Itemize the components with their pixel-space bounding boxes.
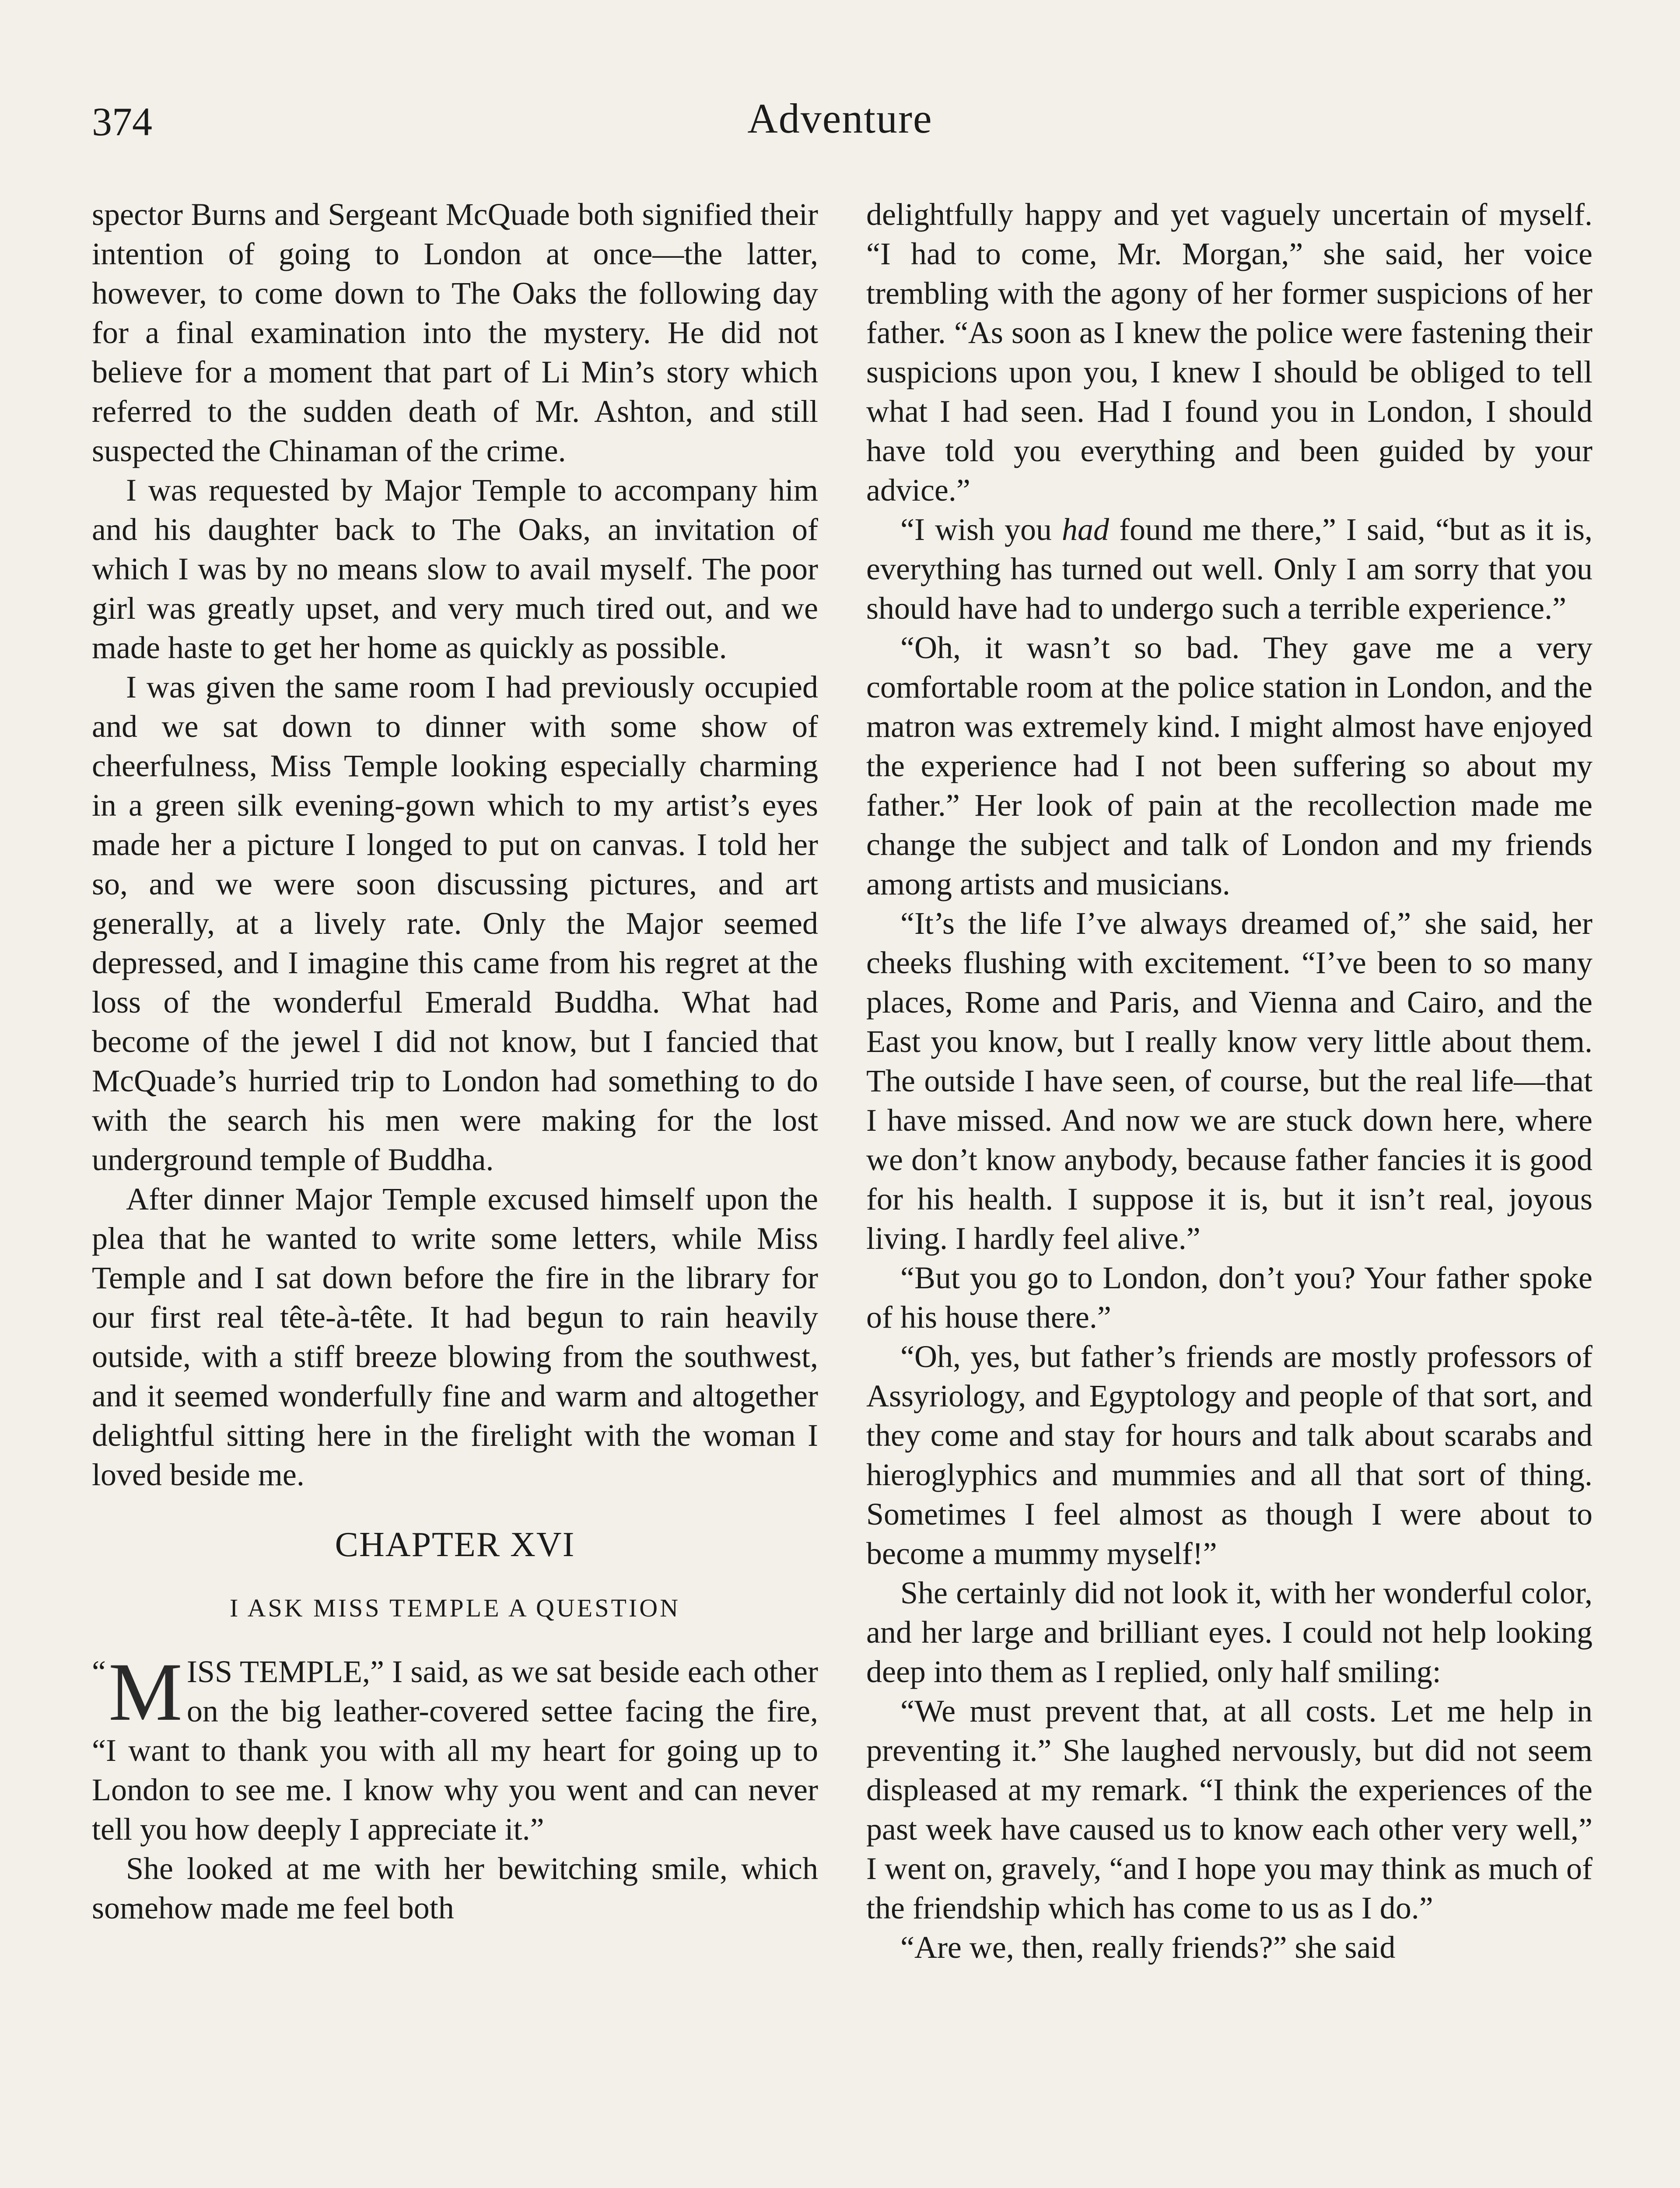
chapter-title: CHAPTER XVI: [335, 1525, 575, 1564]
paragraph-text: found me there,” I said, “but as it is, everything has turned out well. Only I am sorry that you should have had to undergo such a terrible experience.”: [866, 512, 1593, 626]
paragraph: “We must prevent that, at all costs. Let me help in preventing it.” She laughed nervously, but did not seem displeased at my remark. “I think the experiences of the past week have caused us to know each other very well,” I went on, gravely, “and I hope you may think as much of the friendship which has come to us as I do.”: [866, 1694, 1592, 1925]
dropcap-paragraph: [92, 1646, 818, 1849]
page-number: 374: [92, 99, 152, 144]
right-column: [866, 195, 1592, 1967]
dropcap-letter: M: [108, 1646, 182, 1738]
paragraph: I was given the same room I had previously occupied and we sat down to dinner with some show of cheerfulness, Miss Temple looking especially charming in a green silk evening-gown which to my artist’s eyes made her a picture I longed to put on canvas. I told her so, and we were soon discussing pictures, and art generally, at a lively rate. Only the Major seemed depressed, and I imagine this came from his regret at the loss of the wonderful Emerald Buddha. What had become of the jewel I did not know, but I fancied that McQuade’s hurried trip to London had something to do with the search his men were making for the lost underground temple of Buddha.: [92, 670, 818, 1177]
chapter-subtitle: I ASK MISS TEMPLE A QUESTION: [230, 1594, 680, 1622]
emphasized-word: had: [1062, 512, 1110, 547]
paragraph: spector Burns and Sergeant McQuade both signified their intention of going to London at once—the latter, however, to come down to The Oaks the following day for a final examination into the mystery. He did not believe for a moment that part of Li Min’s story which referred to the sudden death of Mr. Ashton, and still suspected the Chinaman of the crime.: [92, 197, 818, 468]
paragraph: “But you go to London, don’t you? Your father spoke of his house there.”: [866, 1260, 1592, 1335]
paragraph: “It’s the life I’ve always dreamed of,” she said, her cheeks flushing with excitement. “I’ve been to so many places, Rome and Paris, and Vienna and Cairo, and the East you know, but I really know very little about them. The outside I have seen, of course, but the real life—that I have missed. And now we are stuck down here, where we don’t know anybody, because father fancies it is good for his health. I suppose it is, but it isn’t real, joyous living. I hardly feel alive.”: [866, 906, 1592, 1256]
paragraph: I was requested by Major Temple to accompany him and his daughter back to The Oaks, an invitation of which I was by no means slow to avail myself. The poor girl was greatly upset, and very much tired out, and we made haste to get her home as quickly as possible.: [92, 473, 818, 665]
paragraph: delightfully happy and yet vaguely uncertain of myself. “I had to come, Mr. Morgan,” she said, her voice trembling with the agony of her former suspicions of her father. “As soon as I knew the police were fastening their suspicions upon you, I knew I should be obliged to tell what I had seen. Had I found you in London, I should have told you everything and been guided by your advice.”: [866, 197, 1592, 508]
paragraph: “Are we, then, really friends?” she said: [900, 1930, 1396, 1965]
paragraph-text: “I wish you: [900, 512, 1062, 547]
dropcap-paragraph-text: ISS TEMPLE,” I said, as we sat beside each other on the big leather-covered settee facing the fire, “I want to thank you with all my heart for going up to London to see me. I know why you went and can never tell you how deeply I appreciate it.”: [92, 1654, 818, 1847]
dropcap-open-quote: “: [92, 1654, 106, 1689]
paragraph: After dinner Major Temple excused himself upon the plea that he wanted to write some letters, while Miss Temple and I sat down before the fire in the library for our first real tête-à-tête. It had begun to rain heavily outside, with a stiff breeze blowing from the southwest, and it seemed wonderfully fine and warm and altogether delightful sitting here in the firelight with the woman I loved beside me.: [92, 1182, 818, 1492]
page-header: [92, 94, 1588, 155]
paragraph: “Oh, it wasn’t so bad. They gave me a very comfortable room at the police station in London, and the matron was extremely kind. I might almost have enjoyed the experience had I not been suffering so about my father.” Her look of pain at the recollection made me change the subject and talk of London and my friends among artists and musicians.: [866, 630, 1592, 901]
paragraph: [866, 510, 1592, 628]
paragraph: She looked at me with her bewitching smile, which somehow made me feel both: [92, 1851, 818, 1925]
paragraph: She certainly did not look it, with her wonderful color, and her large and brilliant eyes. I could not help looking deep into them as I replied, only half smiling:: [866, 1575, 1592, 1689]
running-title: Adventure: [747, 95, 933, 142]
paragraph: “Oh, yes, but father’s friends are mostly professors of Assyriology, and Egyptology and people of that sort, and they come and stay for hours and talk about scarabs and hieroglyphics and mummies and all that sort of thing. Sometimes I feel almost as though I were about to become a mummy myself!”: [866, 1339, 1592, 1571]
left-column: [92, 195, 818, 1928]
